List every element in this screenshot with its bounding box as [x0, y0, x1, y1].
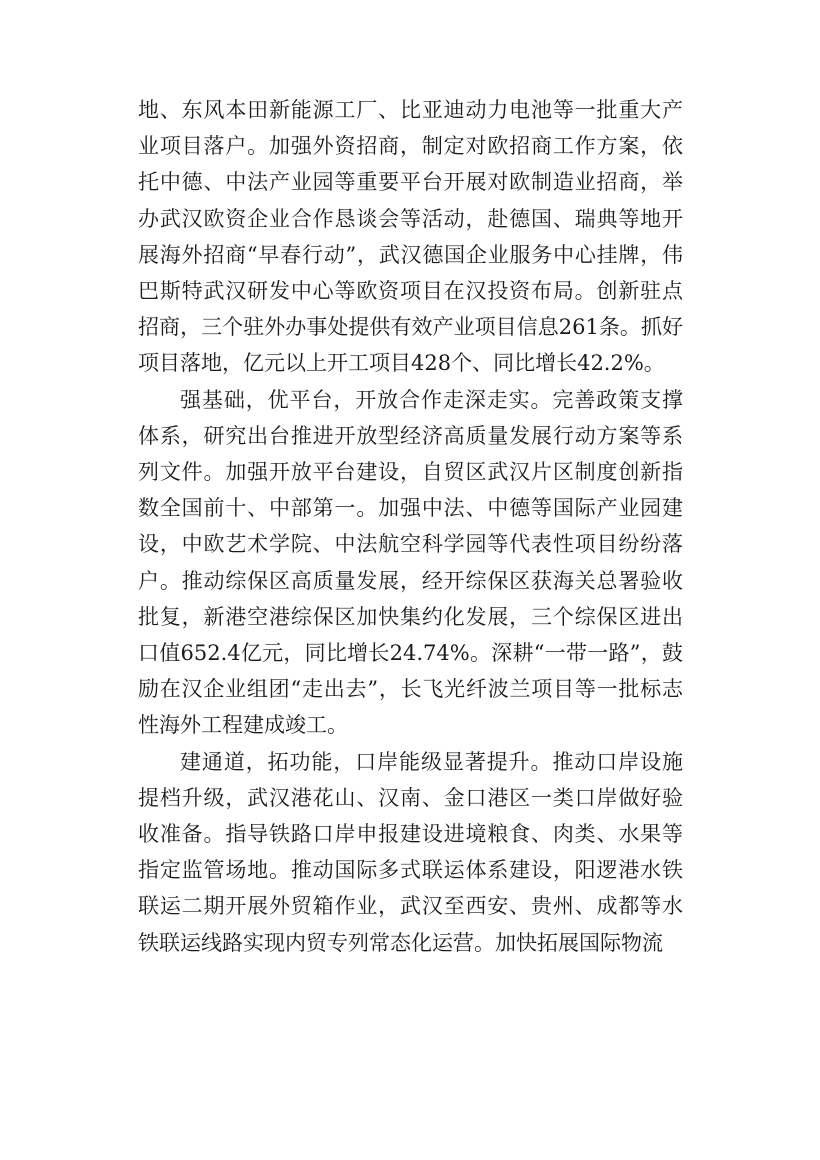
paragraph-continued: 地、东风本田新能源工厂、比亚迪动力电池等一批重大产业项目落户。加强外资招商，制定对欧招商工作方案，依托中德、中法产业园等重要平台开展对欧制造业招商，举办武汉欧资企业合作恳谈会等活动，赴德国、瑞典等地开展海外招商“早春行动”，武汉德国企业服务中心挂牌，伟巴斯特武汉研发中心等欧资项目在汉投资布局。创新驻点招商，三个驻外办事处提供有效产业项目信息261条。抓好项目落地，亿元以上开工项目428个、同比增长42.2%。: [138, 98, 683, 376]
body-text: [138, 92, 683, 961]
paragraph-open-cooperation: 强基础，优平台，开放合作走深走实。完善政策支撑体系，研究出台推进开放型经济高质量发展行动方案等系列文件。加强开放平台建设，自贸区武汉片区制度创新指数全国前十、中部第一。加强中法、中德等国际产业园建设，中欧艺术学院、中法航空科学园等代表性项目纷纷落户。推动综保区高质量发展，经开综保区获海关总署验收批复，新港空港综保区加快集约化发展，三个综保区进出口值652.4亿元，同比增长24.74%。深耕“一带一路”，鼓励在汉企业组团“走出去”，长飞光纤波兰项目等一批标志性海外工程建成竣工。: [138, 387, 683, 738]
paragraph-port-channels: 建通道，拓功能，口岸能级显著提升。推动口岸设施提档升级，武汉港花山、汉南、金口港区一类口岸做好验收准备。指导铁路口岸申报建设进境粮食、肉类、水果等指定监管场地。推动国际多式联运体系建设，阳逻港水铁联运二期开展外贸箱作业，武汉至西安、贵州、成都等水铁联运线路实现内贸专列常态化运营。加快拓展国际物流: [138, 749, 683, 955]
